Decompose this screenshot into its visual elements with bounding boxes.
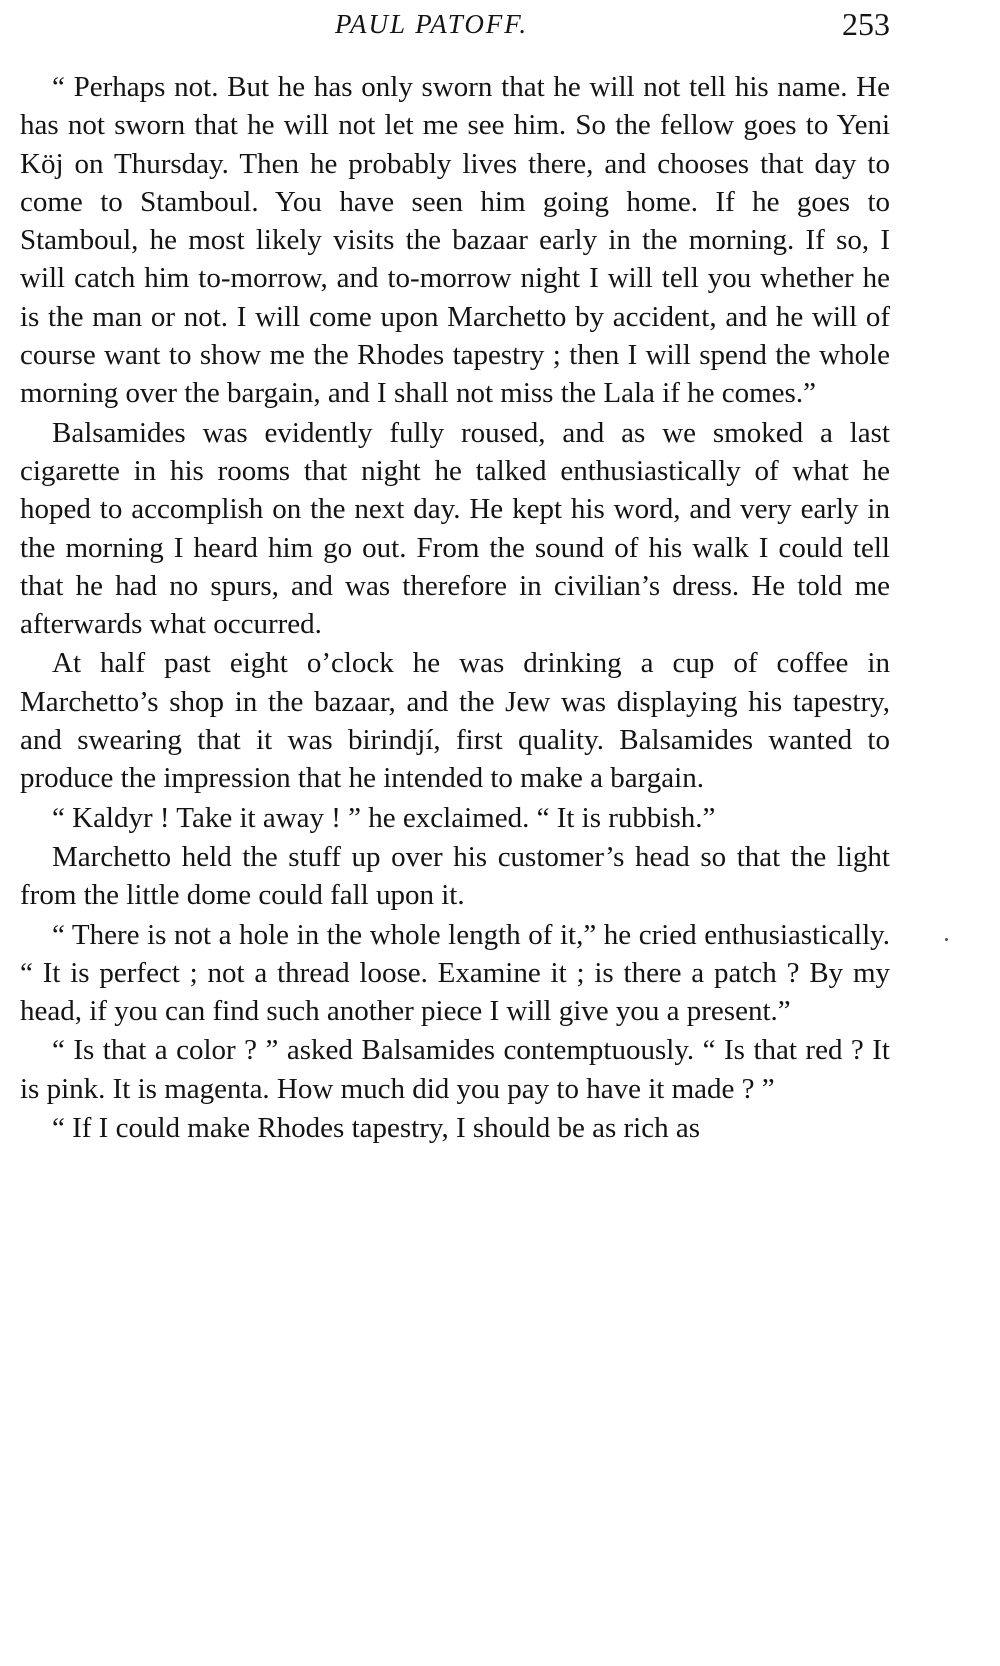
paragraph: “ If I could make Rhodes tapestry, I should be as rich as (52, 1112, 701, 1145)
paragraph: “ There is not a hole in the whole length of it,” he cried enthusiastically. “ It is perfect ; not a thread loose. Examine it ; is there a patch ? By my head, if you can find such another piece I will give you a present.” (20, 918, 890, 1028)
paragraph: Balsamides was evidently fully roused, and as we smoked a last cigarette in his rooms that night he talked enthusiastically of what he hoped to accomplish on the next day. He kept his word, and very early in the morning I heard him go out. From the sound of his walk I could tell that he had no spurs, and was therefore in civilian’s dress. He told me afterwards what occurred. (20, 416, 890, 641)
paragraph: Marchetto held the stuff up over his customer’s head so that the light from the little dome could fall upon it. (20, 840, 890, 912)
page-number: 253 (842, 6, 890, 42)
paragraph: At half past eight o’clock he was drinking a cup of coffee in Marchetto’s shop in the bazaar, and the Jew was displaying his tapestry, and swearing that it was birindjí, first quality. Balsamides wanted to produce the impression that he intended to make a bargain. (20, 647, 890, 795)
paragraph: “ Kaldyr ! Take it away ! ” he exclaimed. “ It is rubbish.” (52, 801, 716, 834)
body-text (20, 68, 890, 1147)
running-head (20, 4, 890, 44)
paragraph: “ Perhaps not. But he has only sworn that he will not tell his name. He has not sworn that he will not let me see him. So the fellow goes to Yeni Köj on Thursday. Then he probably lives there, and chooses that day to come to Stamboul. You have seen him going home. If he goes to Stamboul, he most likely visits the bazaar early in the morning. If so, I will catch him to-morrow, and to-morrow night I will tell you whether he is the man or not. I will come upon Marchetto by accident, and he will of course want to show me the Rhodes tapestry ; then I will spend the whole morning over the bargain, and I shall not miss the Lala if he comes.” (20, 71, 890, 410)
print-speck (945, 938, 948, 941)
running-title: PAUL PATOFF. (335, 9, 529, 39)
paragraph: “ Is that a color ? ” asked Balsamides contemptuously. “ Is that red ? It is pink. It is magenta. How much did you pay to have it made ? ” (20, 1034, 890, 1105)
